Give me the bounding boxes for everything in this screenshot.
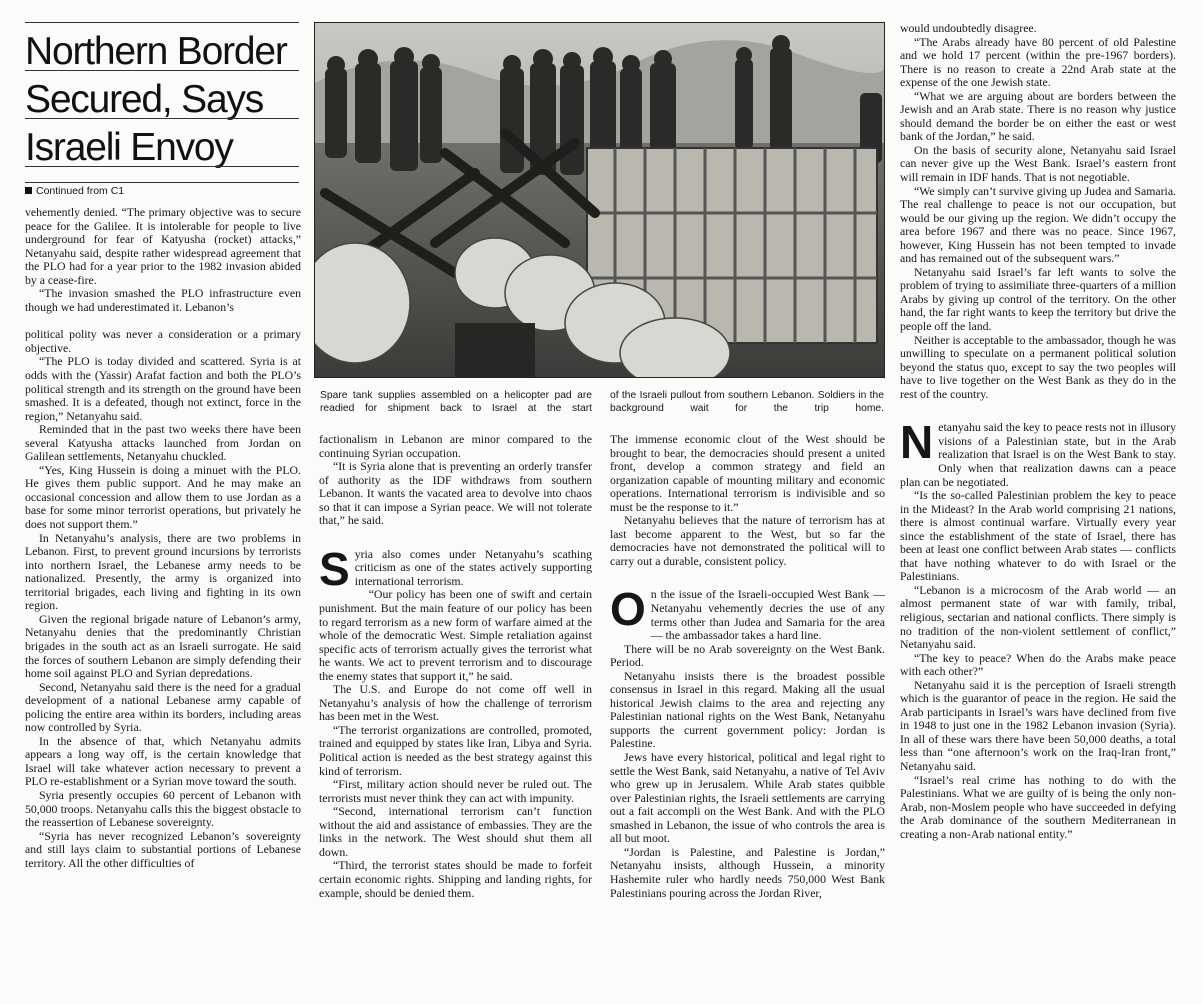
col4-paragraph: On the basis of security alone, Netanyahu said Israel can never give up the West Bank. Israel’s eastern front will remain in IDF hands. That is not negotiable. <box>900 142 1176 185</box>
col4-paragraph: would undoubtedly disagree. <box>900 22 1037 35</box>
column-3 <box>610 433 885 956</box>
col3-dropcap-text: n the issue of the Israeli-occupied West Bank — Netanyahu vehemently decries the use of any terms other than Judea and Samaria for the area — the ambassador takes a hard line. <box>650 587 885 643</box>
col4-paragraph-dropcap <box>900 416 1176 489</box>
col3-paragraph-dropcap <box>610 583 885 643</box>
col4-paragraph: “Is the so-called Palestinian problem the key to peace in the Mideast? In the Arab world comprising 21 nations, there is almost continual warfare. Virtually every year since the establishment of the state of Israel, there has been at least one conflict between Arab states — conflicts that have nothing whatever to do with Israel or the Palestinians. <box>900 488 1176 584</box>
col4-paragraph: Netanyahu said it is the perception of Israeli strength which is the guarantor of peace in the region. He said the Arab participants in Israel’s wars have declined from five in 1948 to just one in the 1982 Lebanon invasion (Syria). In all of these wars there have been 50,000 deaths, a total less than “one afternoon’s work on the Iraq-Iran front,” Netanyahu said. <box>900 677 1176 773</box>
col1-paragraph: Reminded that in the past two weeks there have been several Katyusha attacks launched from Jordan on Galilean settlements, Netanyahu chuckled. <box>25 422 301 464</box>
col1-paragraph: political polity was never a consideration or a primary objective. <box>25 327 301 355</box>
column-1 <box>25 206 301 956</box>
col4-paragraph: “What we are arguing about are borders between the Jewish and an Arab state. There is no reason why justice should demand the border be on either the east or west bank of the Jordan,” he said. <box>900 88 1176 144</box>
headline-top-rule <box>25 22 299 23</box>
col4-paragraph: Netanyahu said Israel’s far left wants to solve the problem of trying to assimiliate three-quarters of a million Arabs by giving up control of the territory. On the other hand, the far right wants to keep the territory but drive the people off the land. <box>900 264 1176 334</box>
headline-rule-1 <box>25 70 299 71</box>
col4-paragraph: “Israel’s real crime has nothing to do with the Palestinians. What we are guilty of is being the only non-Arab, non-Moslem people who have succeeded in defying the Arab dominance of the southern Mediterranean in creating a non-Arab national entity.” <box>900 772 1176 841</box>
col3-paragraph: Netanyahu believes that the nature of terrorism has at last become apparent to the West, but so far the democracies have not demonstrated the political will to carry out a durable, consistent policy. <box>610 513 885 568</box>
col1-paragraph: “Syria has never recognized Lebanon’s sovereignty and still lays claim to substantial portions of Lebanese territory. All the other difficulties of <box>25 828 301 870</box>
col4-paragraph: Neither is acceptable to the ambassador, though he was unwilling to speculate on a permanent political solution beyond the status quo, except to say the two peoples will have to live together on the West Bank as they do in the rest of the country. <box>900 332 1176 401</box>
headline-line-3: Israeli Envoy <box>25 126 233 169</box>
headline-rule-2 <box>25 118 299 119</box>
col2-paragraph: “Second, international terrorism can’t function without the aid and assistance of embassies. They are the links in the network. The West should shut them all down. <box>319 804 592 859</box>
col3-paragraph: The immense economic clout of the West should be brought to bear, the democracies should present a united front, develop a common strategy and field an organization capable of mounting military and economic operations. International terrorism is indivisible and so must be the response to it.” <box>610 433 885 514</box>
continued-line <box>25 182 299 197</box>
col1-paragraph: “Yes, King Hussein is doing a minuet with the PLO. He gives them public support. And he may make an occasional concession and allow them to use Jordan as a base for some minor terrorist operations, but privately he does not support them.” <box>25 462 301 532</box>
col1-paragraph: “The invasion smashed the PLO infrastructure even though we had underestimated it. Lebanon’s <box>25 286 301 314</box>
col2-paragraph: factionalism in Lebanon are minor compared to the continuing Syrian occupation. <box>319 433 592 460</box>
col2-paragraph: “Third, the terrorist states should be made to forfeit certain economic rights. Shipping and landing rights, for example, should be denied them. <box>319 858 592 900</box>
col2-paragraph: “The terrorist organizations are controlled, promoted, trained and equipped by states like Iran, Libya and Syria. Political action is needed as the best strategy against this kind of terrorism. <box>319 722 592 778</box>
photo-illustration <box>315 23 885 378</box>
headline-line-2: Secured, Says <box>25 78 264 121</box>
continued-text: Continued from C1 <box>36 185 125 197</box>
col2-paragraph: “First, military action should never be ruled out. The terrorists must never think they can act with impunity. <box>319 777 592 805</box>
col2-dropcap-text: yria also comes under Netanyahu’s scathing criticism as one of the states actively supporting international terrorism. <box>354 546 592 588</box>
column-4 <box>900 22 1176 956</box>
headline-rule-3 <box>25 166 299 167</box>
col1-paragraph: Given the regional brigade nature of Lebanon’s army, Netanyahu denies that the predominantly Christian brigades in the south act as an Israeli surrogate. He said the forces of southern Lebanon are simply defending their home soil against PLO and Syrian depredations. <box>25 611 301 681</box>
col1-paragraph: Syria presently occupies 60 percent of Lebanon with 50,000 troops. Netanyahu calls this the biggest obstacle to the reassertion of Lebanese sovereignty. <box>25 787 301 830</box>
headline <box>25 28 305 172</box>
col2-paragraph-dropcap <box>319 542 592 595</box>
drop-cap-n: N <box>900 416 934 469</box>
column-2 <box>319 433 592 956</box>
col4-paragraph: “We simply can’t survive giving up Judea and Samaria. The real challenge to peace is not our occupation, but would be our giving up the region. We didn’t occupy the area before 1967 and there was no peace. Since 1967, however, King Hussein has not been tempted to invade and has remained out of the subsequent wars.” <box>900 183 1176 266</box>
photo-caption-left: Spare tank supplies assembled on a helicopter pad are readied for shipment back to Israel at the start <box>320 390 592 414</box>
col4-dropcap-text: etanyahu said the key to peace rests not in illusory visions of a Palestinian state, but in the Arab realization that Israel is on the West Bank to stay. Only when that realization dawns can a peace plan can be negotiated. <box>900 420 1176 489</box>
col1-paragraph: In Netanyahu’s analysis, there are two problems in Lebanon. First, to prevent ground incursions by terrorists into northern Israel, the Lebanese army needs to be nationalized. Presently, the army is organized into territorial brigades, each living and fighting in its own region. <box>25 530 301 613</box>
square-bullet-icon <box>25 187 32 194</box>
photo-caption-right: of the Israeli pullout from southern Lebanon. Soldiers in the background wait for the trip home. <box>610 390 884 414</box>
col4-paragraph: “The key to peace? When do the Arabs make peace with each other?” <box>900 650 1176 679</box>
col2-paragraph: “Our policy has been one of swift and certain punishment. But the main feature of our policy has been to regard terrorism as a new form of warfare aimed at the whole of the democratic West. Simple retaliation against specific acts of terrorism actually gives the terrorist what he wants. We act to prevent terrorism and to discourage the enemy states that support it,” he said. <box>319 587 592 683</box>
col4-paragraph: “The Arabs already have 80 percent of old Palestine and we hold 17 percent (within the pre-1967 borders). There is no reason to create a 22nd Arab state at the expense of the one Jewish state. <box>900 34 1176 90</box>
col1-paragraph: “The PLO is today divided and scattered. Syria is at odds with the (Yassir) Arafat faction and both the PLO’s political strength and its strength on the ground have been smashed. It is a defeated, though not extinct, force in the region,” Netanyahu said. <box>25 354 301 423</box>
drop-cap-o: O <box>610 583 646 636</box>
col3-paragraph: There will be no Arab sovereignty on the West Bank. Period. <box>610 641 885 670</box>
col2-paragraph: The U.S. and Europe do not come off well in Netanyahu’s analysis of how the challenge of terrorism has been met in the West. <box>319 682 592 724</box>
col4-paragraph: “Lebanon is a microcosm of the Arab world — an almost permanent state of war with family, tribal, religious, sectarian and national conflicts. There simply is no tradition of the non-violent settlement of conflict,” Netanyahu said. <box>900 582 1176 652</box>
col3-paragraph: Netanyahu insists there is the broadest possible consensus in Israel in this regard. Making all the usual historical Jewish claims to the area and rejecting any Palestinian national rights on the West Bank, Netanyahu supports the current government policy: Jordan is Palestine. <box>610 668 885 751</box>
drop-cap-s: S <box>319 542 350 595</box>
col3-paragraph: Jews have every historical, political and legal right to settle the West Bank, said Netanyahu, a native of Tel Aviv who grew up in Jerusalem. While Arab states quibble over Palestinian rights, the Israeli settlements are carrying out a fait accompli on the West Bank. And with the PLO smashed in Lebanon, the issue of who controls the area is all but moot. <box>610 750 885 846</box>
col1-paragraph: In the absence of that, which Netanyahu admits appears a long way off, is the certain knowledge that Israel will take whatever action necessary to prevent a PLO re-establishment or a Syrian move toward the south. <box>25 733 301 789</box>
headline-line-1: Northern Border <box>25 30 287 73</box>
col2-paragraph: “It is Syria alone that is preventing an orderly transfer of authority as the IDF withdraws from southern Lebanon. It wants the vacated area to devolve into chaos so that it can impose a Syrian peace. We will not tolerate that,” he said. <box>319 459 592 528</box>
news-photo <box>314 22 885 378</box>
col1-paragraph: Second, Netanyahu said there is the need for a gradual development of a national Lebanese army capable of policing the entire area within its borders, including areas now controlled by Syria. <box>25 679 301 735</box>
col3-paragraph: “Jordan is Palestine, and Palestine is Jordan,” Netanyahu insists, although Hussein, a minority Hashemite ruler who hardly needs 750,000 West Bank Palestinians pouring across the Jordan River, <box>610 844 885 900</box>
col1-paragraph: vehemently denied. “The primary objective was to secure peace for the Galilee. It is intolerable for people to live underground for fear of Katyusha (rocket) attacks,” Netanyahu said, despite rather widespread agreement that the PLO had for a year prior to the 1982 invasion abided by a cease-fire. <box>25 206 301 287</box>
